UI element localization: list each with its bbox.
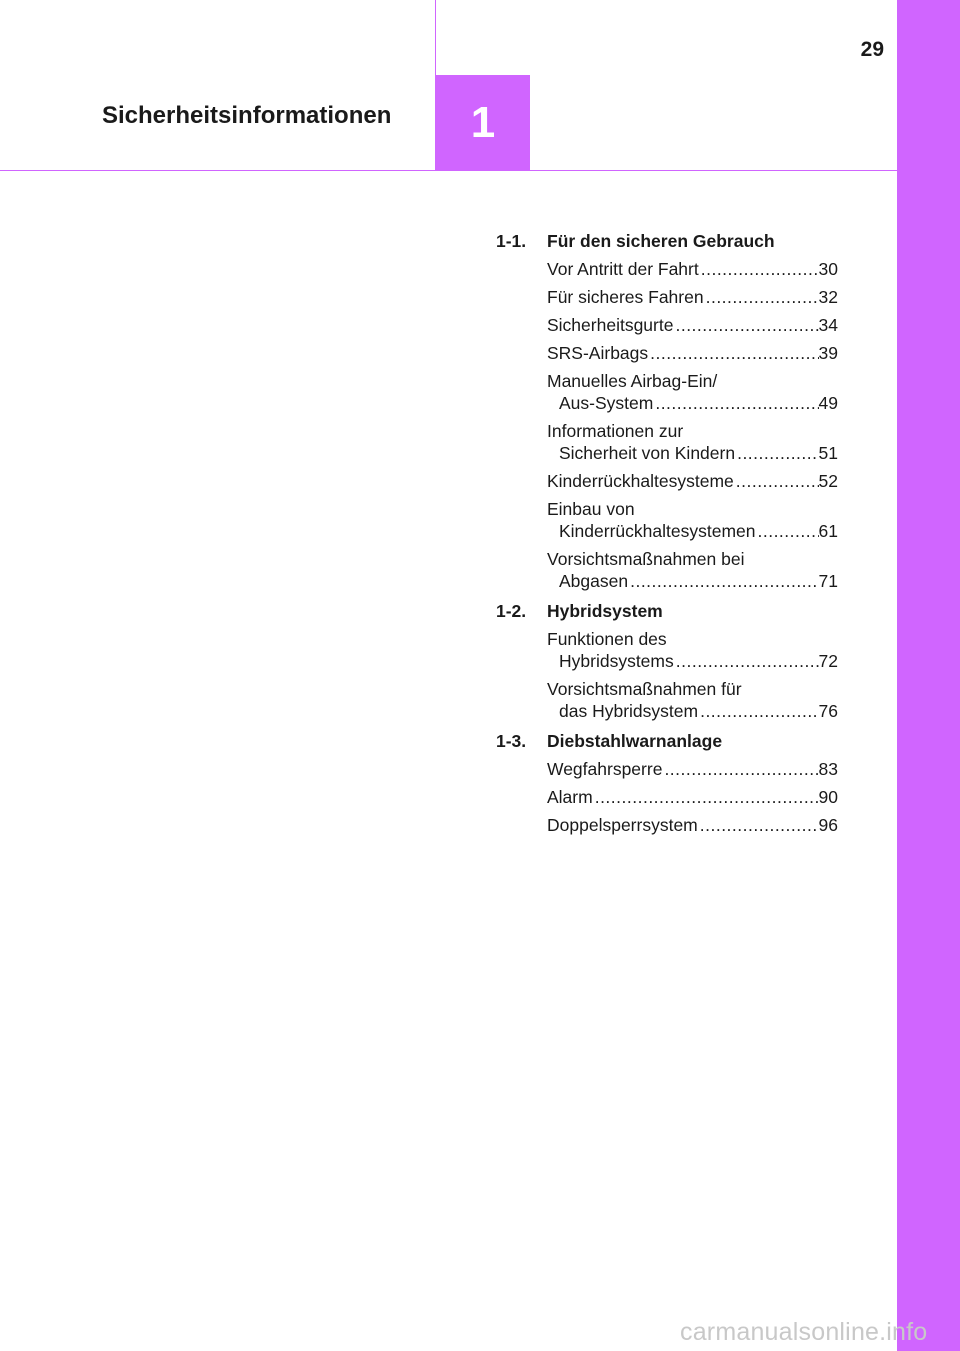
toc-entry-page: 51 <box>818 443 838 463</box>
toc-entry-page: 61 <box>818 521 838 541</box>
toc-entry[interactable] <box>547 470 838 492</box>
toc-dot-leader <box>698 814 819 836</box>
toc-dot-leader <box>734 470 819 492</box>
toc-entry-leader-line <box>547 520 838 542</box>
toc-section-title: Für den sicheren Gebrauch <box>547 231 775 251</box>
toc-entry-page: 72 <box>818 651 838 671</box>
toc-section-title: Diebstahlwarnanlage <box>547 731 723 751</box>
toc-dot-leader <box>628 570 818 592</box>
toc-entry-line: Informationen zur <box>547 421 684 441</box>
toc-entry-leader-line <box>547 286 838 308</box>
toc-section-number: 1-1. <box>496 231 527 251</box>
toc-entry-line: Vorsichtsmaßnahmen für <box>547 679 742 699</box>
side-tab-bar <box>897 0 960 1351</box>
toc-section-number: 1-3. <box>496 731 527 751</box>
toc-entry[interactable] <box>547 758 838 780</box>
toc-entry-list <box>547 758 838 836</box>
toc-entry-title: Kinderrückhaltesystemen <box>559 521 756 541</box>
toc-entry-page: 96 <box>818 815 838 835</box>
toc-entry-leader-line <box>547 314 838 336</box>
toc-entry-title: Sicherheit von Kindern <box>559 443 736 463</box>
toc-dot-leader <box>653 392 818 414</box>
toc-entry-title: Für sicheres Fahren <box>547 287 704 307</box>
toc-entry[interactable] <box>547 628 838 672</box>
toc-entry[interactable] <box>547 314 838 336</box>
toc-entry-title: Vor Antritt der Fahrt <box>547 259 699 279</box>
toc-entry-title: Doppelsperrsystem <box>547 815 698 835</box>
toc-section-heading[interactable] <box>496 730 838 752</box>
toc-entry-leader-line <box>547 258 838 280</box>
watermark: carmanualsonline.info <box>680 1318 928 1346</box>
toc-entry-leader-line <box>547 342 838 364</box>
toc-dot-leader <box>648 342 818 364</box>
toc-entry-leader-line <box>547 814 838 836</box>
toc-entry-leader-line <box>547 442 838 464</box>
toc-entry-page: 34 <box>818 315 838 335</box>
toc-entry[interactable] <box>547 786 838 808</box>
toc-entry-title: Hybridsystems <box>559 651 674 671</box>
toc-entry-leader-line <box>547 758 838 780</box>
chapter-number-box: 1 <box>436 75 530 170</box>
toc-section-heading[interactable] <box>496 600 838 622</box>
toc-dot-leader <box>593 786 819 808</box>
toc-entry-leader-line <box>547 700 838 722</box>
toc-entry-page: 39 <box>818 343 838 363</box>
chapter-title: Sicherheitsinformationen <box>102 102 392 129</box>
toc-entry-title: Abgasen <box>559 571 629 591</box>
toc-entry-page: 52 <box>818 471 838 491</box>
toc-entry[interactable] <box>547 678 838 722</box>
toc-dot-leader <box>674 650 819 672</box>
toc-entry[interactable] <box>547 258 838 280</box>
toc-entry[interactable] <box>547 548 838 592</box>
toc-section-number: 1-2. <box>496 601 527 621</box>
toc-entry-title: Sicherheitsgurte <box>547 315 674 335</box>
toc-dot-leader <box>735 442 818 464</box>
toc-entry-title: Aus-System <box>559 393 654 413</box>
toc-section-heading[interactable] <box>496 230 838 252</box>
toc-entry[interactable] <box>547 814 838 836</box>
toc-entry-title: das Hybridsystem <box>559 701 699 721</box>
toc-dot-leader <box>755 520 818 542</box>
toc-entry-leader-line <box>547 470 838 492</box>
toc-entry-line: Einbau von <box>547 499 635 519</box>
toc-entry[interactable] <box>547 342 838 364</box>
toc-entry-leader-line <box>547 392 838 414</box>
toc-dot-leader <box>704 286 819 308</box>
toc-entry-list <box>547 628 838 722</box>
toc-dot-leader <box>698 700 818 722</box>
toc-entry[interactable] <box>547 370 838 414</box>
toc-entry-leader-line <box>547 786 838 808</box>
toc-entry[interactable] <box>547 286 838 308</box>
toc-entry[interactable] <box>547 498 838 542</box>
toc-entry-title: Alarm <box>547 787 593 807</box>
toc-entry-line: Manuelles Airbag-Ein/ <box>547 371 718 391</box>
toc-entry-line: Funktionen des <box>547 629 667 649</box>
toc-entry-page: 76 <box>818 701 838 721</box>
toc-entry-page: 83 <box>818 759 838 779</box>
toc-entry-line: Vorsichtsmaßnahmen bei <box>547 549 745 569</box>
toc-entry-page: 30 <box>818 259 838 279</box>
toc-dot-leader <box>673 314 818 336</box>
toc-entry-page: 49 <box>818 393 838 413</box>
toc-entry-leader-line <box>547 650 838 672</box>
toc-entry-page: 90 <box>818 787 838 807</box>
toc-entry-title: Wegfahrsperre <box>547 759 663 779</box>
toc-entry-page: 71 <box>818 571 838 591</box>
toc-dot-leader <box>699 258 819 280</box>
page-number: 29 <box>860 38 884 61</box>
toc-entry-list <box>547 258 838 592</box>
toc-entry[interactable] <box>547 420 838 464</box>
toc-section-title: Hybridsystem <box>547 601 663 621</box>
toc-dot-leader <box>662 758 818 780</box>
toc-entry-title: SRS-Airbags <box>547 343 649 363</box>
header-horizontal-rule <box>0 170 897 171</box>
toc-entry-title: Kinderrückhaltesysteme <box>547 471 734 491</box>
table-of-contents <box>496 230 838 836</box>
toc-entry-page: 32 <box>818 287 838 307</box>
toc-entry-leader-line <box>547 570 838 592</box>
